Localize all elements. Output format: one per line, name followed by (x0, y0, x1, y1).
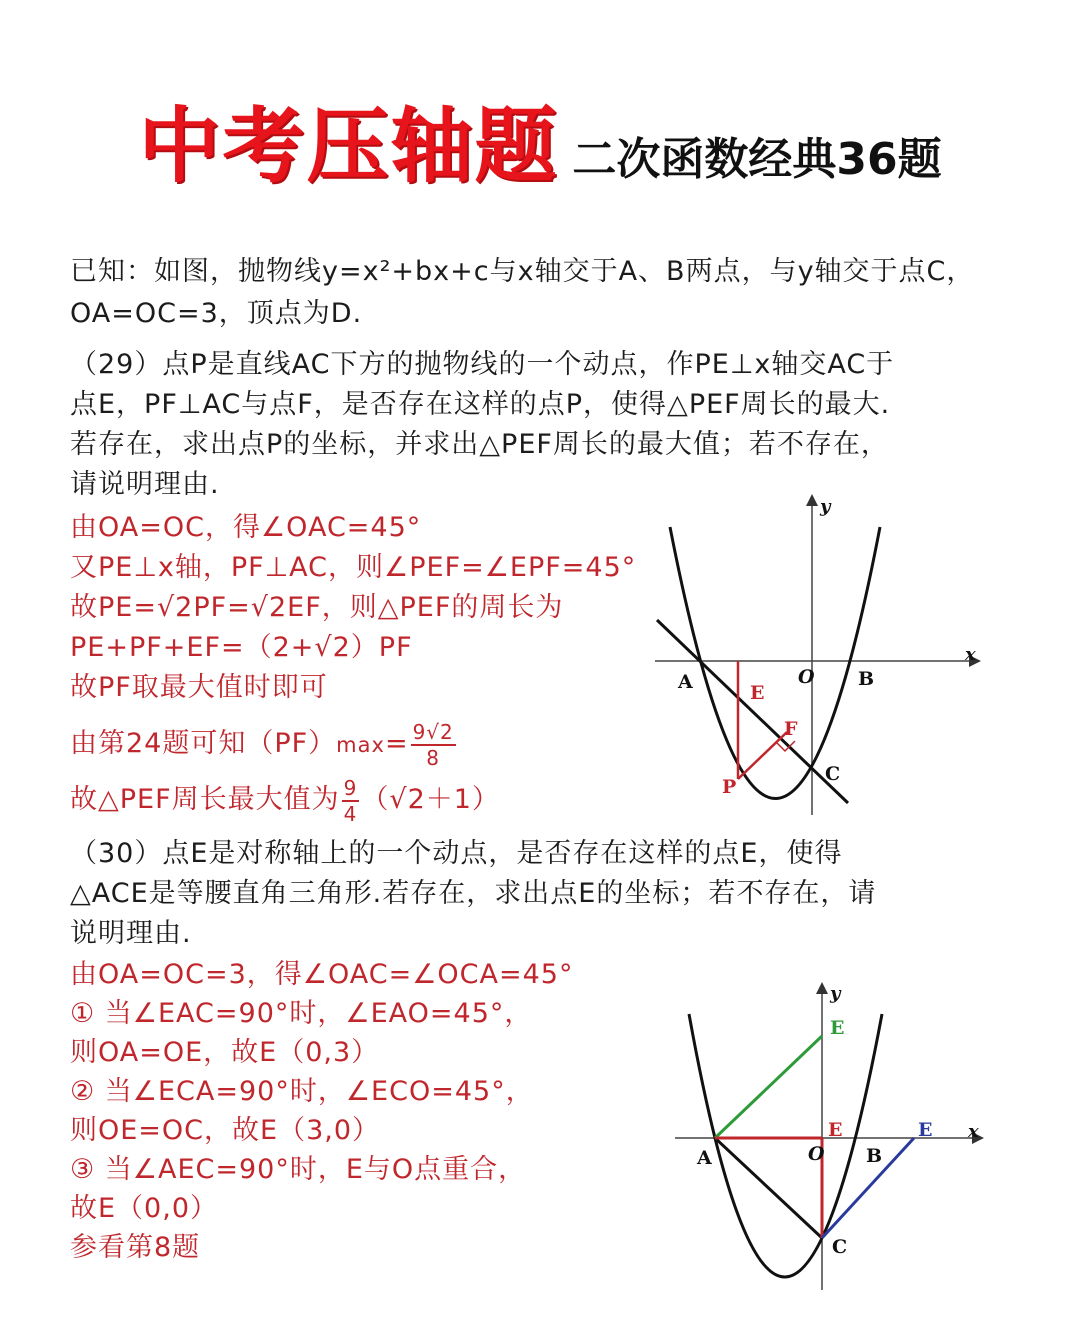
sol29-fraction-pf (411, 719, 456, 770)
label-o: O (808, 1143, 825, 1165)
sol29-max-subscript: max (336, 733, 385, 757)
given-line-1: 已知：如图，抛物线y=x²+bx+c与x轴交于A、B两点，与y轴交于点C， (70, 256, 975, 287)
sol29-line-5: 故PF取最大值时即可 (70, 672, 328, 703)
label-c: C (825, 763, 841, 785)
q30-line-2: △ACE是等腰直角三角形.若存在，求出点E的坐标；若不存在，请 (70, 878, 877, 909)
label-y: y (830, 983, 841, 1004)
label-e-top: E (830, 1017, 845, 1039)
label-b: B (858, 668, 875, 690)
sol29-line-7-suffix: （√2＋1） (361, 784, 500, 815)
segment-pf (738, 732, 787, 779)
label-p: P (722, 776, 737, 798)
label-b: B (866, 1145, 883, 1167)
label-x: x (965, 644, 976, 665)
label-y: y (820, 496, 831, 517)
sol30-line-4: ② 当∠ECA=90°时，∠ECO=45°， (70, 1076, 534, 1107)
sol30-line-3: 则OA=OE，故E（0,3） (70, 1037, 380, 1068)
segment-ac (715, 1138, 822, 1238)
sol29-line-6-prefix: 由第24题可知（PF） (70, 728, 337, 759)
q30-line-3: 说明理由. (70, 918, 192, 949)
given-line-2: OA=OC=3，顶点为D. (70, 298, 363, 329)
sol29-line-1: 由OA=OC，得∠OAC=45° (70, 512, 422, 543)
line-ac (657, 620, 848, 803)
label-e: E (750, 682, 765, 704)
sol30-line-1: 由OA=OC=3，得∠OAC=∠OCA=45° (70, 959, 574, 990)
segment-ae-green (715, 1036, 822, 1138)
sol29-fraction-perimeter (342, 775, 360, 826)
sol29-line-4: PE+PF+EF=（2+√2）PF (70, 632, 413, 663)
frac-numerator: 9√2 (412, 719, 454, 744)
label-c: C (832, 1236, 848, 1258)
label-a: A (678, 671, 693, 693)
q29-line-2: 点E，PF⊥AC与点F，是否存在这样的点P，使得△PEF周长的最大. (70, 389, 891, 420)
sol29-line-7-prefix: 故△PEF周长最大值为 (70, 784, 340, 815)
sol30-line-5: 则OE=OC，故E（3,0） (70, 1115, 381, 1146)
label-e-right: E (918, 1119, 933, 1141)
sol30-line-2: ① 当∠EAC=90°时，∠EAO=45°， (70, 998, 533, 1029)
sol29-equals: = (384, 728, 409, 759)
sol30-line-8: 参看第8题 (70, 1232, 201, 1263)
figure-1-parabola (640, 490, 1000, 820)
label-o: O (798, 666, 815, 688)
label-e-mid: E (828, 1119, 843, 1141)
frac-denominator: 8 (426, 745, 441, 770)
q30-line-1: （30）点E是对称轴上的一个动点，是否存在这样的点E，使得 (70, 838, 843, 869)
sol30-line-6: ③ 当∠AEC=90°时，E与O点重合， (70, 1154, 527, 1185)
figure-2-parabola (660, 980, 1000, 1300)
q29-line-4: 请说明理由. (70, 469, 220, 500)
label-x: x (968, 1121, 979, 1142)
label-f: F (784, 718, 798, 740)
frac-numerator: 9 (343, 775, 358, 800)
sol30-line-7: 故E（0,0） (70, 1193, 218, 1224)
q29-line-3: 若存在，求出点P的坐标，并求出△PEF周长的最大值；若不存在， (70, 429, 889, 460)
title-sub: 二次函数经典36题 (572, 134, 942, 185)
parabola-curve (689, 1014, 882, 1277)
q29-line-1: （29）点P是直线AC下方的抛物线的一个动点，作PE⊥x轴交AC于 (70, 349, 895, 380)
frac-denominator: 4 (343, 801, 358, 826)
header (0, 78, 1080, 194)
label-a: A (697, 1147, 712, 1169)
sol29-line-2: 又PE⊥x轴，PF⊥AC，则∠PEF=∠EPF=45° (70, 552, 637, 583)
sol29-line-3: 故PE=√2PF=√2EF，则△PEF的周长为 (70, 592, 564, 623)
title-main: 中考压轴题 (138, 99, 559, 194)
